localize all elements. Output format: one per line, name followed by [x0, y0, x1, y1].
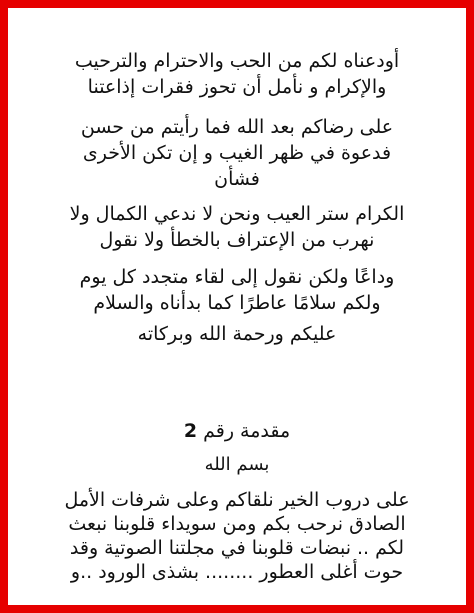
text-line: لكم .. نبضات قلوبنا في مجلتنا الصوتية وقد — [69, 537, 405, 559]
paragraph-4 — [30, 264, 444, 316]
basmala — [30, 452, 444, 478]
paragraph-1 — [30, 48, 444, 100]
paragraph-2 — [30, 114, 444, 192]
closing-paragraph — [30, 488, 444, 584]
text-line: نهرب من الإعتراف بالخطأ ولا نقول — [99, 229, 375, 251]
basmala-text: بسم الله — [204, 454, 270, 475]
paragraph-5 — [30, 321, 444, 347]
text-line: حوت أغلى العطور ........ بشذى الورود ..و — [70, 561, 404, 583]
text-line: على رضاكم بعد الله فما رأيتم من حسن — [80, 116, 394, 138]
text-line: الصادق نرحب بكم ومن سويداء قلوبنا نبعث — [68, 513, 406, 535]
paragraph-3 — [30, 201, 444, 253]
text-line: وداعًا ولكن نقول إلى لقاء متجدد كل يوم — [79, 266, 395, 288]
text-line: عليكم ورحمة الله وبركاته — [137, 323, 337, 345]
text-line: أودعناه لكم من الحب والاحترام والترحيب — [74, 50, 400, 72]
section-heading — [30, 418, 444, 444]
text-line: ولكم سلامًا عاطرًا كما بدأناه والسلام — [93, 292, 381, 314]
text-line: فشأن — [214, 168, 260, 190]
text-line: والإكرام و نأمل أن تحوز فقرات إذاعتنا — [87, 76, 387, 98]
section-heading-label: مقدمة رقم — [203, 420, 291, 442]
text-line: الكرام ستر العيب ونحن لا ندعي الكمال ولا — [69, 203, 405, 225]
section-heading-number: 2 — [183, 420, 198, 442]
text-line: فدعوة في ظهر الغيب و إن تكن الأخرى — [82, 142, 392, 164]
text-line: على دروب الخير نلقاكم وعلى شرفات الأمل — [64, 489, 410, 511]
